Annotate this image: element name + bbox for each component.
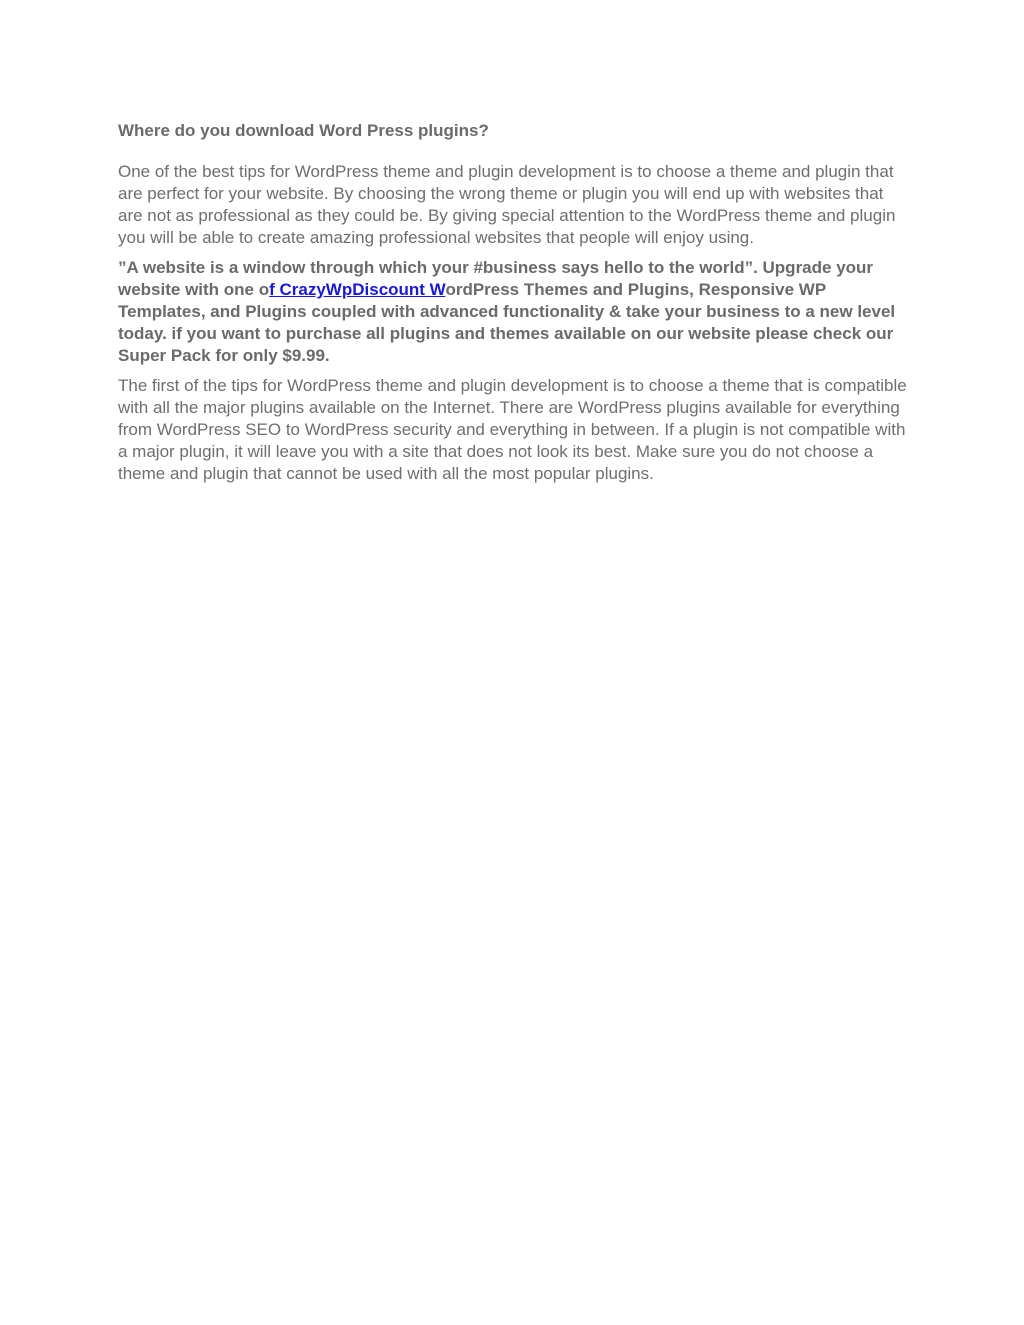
quote-text-before-link: ”A website is a window through which your #business says hello to the world”. Upgrade your website with one o (118, 258, 874, 299)
quote-paragraph (118, 257, 908, 367)
document-page (118, 120, 908, 493)
paragraph-compatibility: The first of the tips for WordPress theme and plugin development is to choose a theme that is compatible with all the major plugins available on the Internet. There are WordPress plugins available for everything from WordPress SEO to WordPress security and everything in between. If a plugin is not compatible with a major plugin, it will leave you with a site that does not look its best. Make sure you do not choose a theme and plugin that cannot be used with all the most popular plugins. (118, 376, 907, 483)
quote-text-after-link: ordPress Themes and Plugins, Responsive WP Templates, and Plugins coupled with advanced functionality & take your business to a new level today. if you want to purchase all plugins and themes available on our website please check our Super Pack for only $9.99. (118, 280, 896, 365)
crazywpdiscount-link[interactable]: f CrazyWpDiscount W (269, 280, 446, 299)
document-heading: Where do you download Word Press plugins? (118, 121, 489, 140)
paragraph-intro: One of the best tips for WordPress theme and plugin development is to choose a theme and plugin that are perfect for your website. By choosing the wrong theme or plugin you will end up with websites that are not as professional as they could be. By giving special attention to the WordPress theme and plugin you will be able to create amazing professional websites that people will enjoy using. (118, 162, 896, 247)
